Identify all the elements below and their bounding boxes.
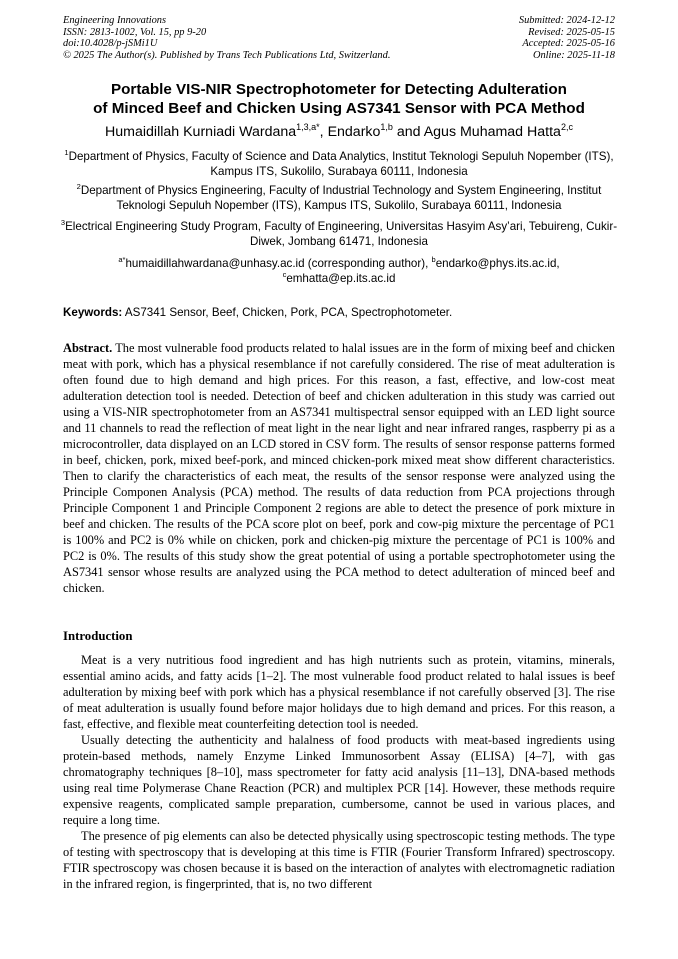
author-list xyxy=(40,124,638,141)
affiliation-3 xyxy=(55,219,623,250)
body-paragraph: Usually detecting the authenticity and halalness of food products with meat-based ingredients using protein-based methods, namely Enzyme Linked Immunosorbent Assay (ELISA) [4–7], with gas chromatography techniques [8–10], mass spectrometer for fatty acid analysis [11–13], DNA-based methods using real time Polymerase Chane Reaction (PCR) and multiplex PCR [14]. However, these methods require expensive reagents, complicated sample preparation, cumbersome, cannot be used in various places, and require a long time. xyxy=(63,733,615,827)
journal-issn: ISSN: 2813-1002, Vol. 15, pp 9-20 xyxy=(63,26,207,38)
author-separator: and xyxy=(392,124,424,140)
introduction-body xyxy=(63,652,615,892)
affil-text: Department of Physics Engineering, Faculty of Industrial Technology and System Engineering, Institut Teknologi Sepuluh Nopember (ITS), Kampus ITS, Sukolilo, Surabaya 60111, Indonesia xyxy=(80,184,602,213)
email-mark: c xyxy=(282,270,287,280)
body-paragraph: Meat is a very nutritious food ingredient and has high nutrients such as protein, vitamins, minerals, essential amino acids, and fatty acids [1–2]. The most vulnerable food product related to halal issues is beef adulteration by mixing beef with pork which has a physical resemblance if not carefully observed [3]. The rise of meat adulteration is usually found before major holidays due to high demand and prices. For this reason, a fast, effective, and flexible meat counterfeiting detection tool is needed. xyxy=(63,653,615,731)
affiliation-2 xyxy=(55,183,623,214)
author-separator: , xyxy=(319,124,328,140)
affil-text: Electrical Engineering Study Program, Faculty of Engineering, Universitas Hasyim Asy’ari, Tebuireng, Cukir-Diwek, Jombang 61471, Indonesia xyxy=(65,220,618,249)
email-link[interactable]: endarko@phys.its.ac.id, xyxy=(435,257,560,270)
email-mark: b xyxy=(431,255,436,264)
date-accepted: Accepted: 2025-05-16 xyxy=(522,38,615,50)
keywords-label: Keywords: xyxy=(63,306,123,319)
affil-mark: 2 xyxy=(76,182,81,191)
section-heading-introduction: Introduction xyxy=(63,629,133,643)
abstract-label: Abstract. xyxy=(63,341,113,355)
date-revised: Revised: 2025-05-15 xyxy=(528,26,615,38)
keywords-text: AS7341 Sensor, Beef, Chicken, Pork, PCA, Spectrophotometer. xyxy=(122,306,453,319)
author-name: Humaidillah Kurniadi Wardana xyxy=(105,124,297,140)
journal-doi: doi:10.4028/p-jSMi1U xyxy=(63,38,158,50)
author-name: Endarko xyxy=(327,124,381,140)
author-emails xyxy=(55,256,623,287)
paper-title-line-1: Portable VIS-NIR Spectrophotometer for Detecting Adulteration xyxy=(111,81,567,98)
date-online: Online: 2025-11-18 xyxy=(532,49,615,61)
abstract xyxy=(63,340,615,596)
date-submitted: Submitted: 2024-12-12 xyxy=(518,15,615,26)
journal-header-right xyxy=(519,15,615,61)
paper-title-line-2: of Minced Beef and Chicken Using AS7341 Sensor with PCA Method xyxy=(93,100,585,117)
email-link[interactable]: emhatta@ep.its.ac.id xyxy=(286,272,396,286)
affil-text: Department of Physics, Faculty of Science and Data Analytics, Institut Teknologi Sepuluh Nopember (ITS), Kampus ITS, Sukolilo, Surabaya 60111, Indonesia xyxy=(68,150,614,179)
author-affil-mark: 1,3,a* xyxy=(296,122,320,132)
author-affil-mark: 2,c xyxy=(560,122,573,132)
paper-title xyxy=(40,80,638,118)
author-name: Agus Muhamad Hatta xyxy=(423,124,561,140)
email-mark: a* xyxy=(118,255,126,264)
affiliation-1 xyxy=(55,149,623,180)
abstract-text: The most vulnerable food products related to halal issues are in the form of mixing beef and chicken meat with pork, which has a physical resemblance if not carefully considered. The rise of meat adulteration is often found due to high demand and high prices. For this reason, a fast, effective, and low-cost meat adulteration detection tool is needed. Detection of beef and chicken adulteration in this study was carried out using a VIS-NIR spectrophotometer from an AS7341 multispectral sensor equipped with an LED light source and 11 channels to read the reflection of meat light in the near light and near infrared ranges, raspberry pi as a microcontroller, data displayed on an LCD stored in CSV form. The results of sensor response patterns formed in beef, chicken, pork, mixed beef-pork, and minced chicken-pork mixed meat show different characteristics. Then to clarify the characteristics of each meat, the results of the sensor response were analyzed using the Principle Componen Analysis (PCA) method. The results of data reduction from PCA projections through Principle Component 1 and Principle Component 2 regions are able to detect the presence of pork mixture in beef and chicken. The results of the PCA score plot on beef, pork and cow-pig mixture the percentage of PC1 is 100% and PC2 is 0% while on chicken, pork and chicken-pig mixture the percentage of PC1 is 100% and PC2 is 0%. The results of this study show the great potential of using a portable spectrophotometer using the AS7341 sensor whose results are analyzed using the PCA method to detect adulteration of minced beef and chicken. xyxy=(63,341,615,595)
author-affil-mark: 1,b xyxy=(380,122,393,132)
body-paragraph: The presence of pig elements can also be detected physically using spectroscopic testing methods. The type of testing with spectroscopy that is developing at this time is FTIR (Fourier Transform Infrared) spectroscopy. FTIR spectroscopy was chosen because it is based on the interaction of analytes with electromagnetic radiation in the infrared region, is fingerprinted, that is, no two different xyxy=(63,829,615,891)
journal-name: Engineering Innovations xyxy=(63,15,167,26)
affil-mark: 1 xyxy=(64,148,69,157)
keywords xyxy=(63,305,615,320)
email-link[interactable]: humaidillahwardana@unhasy.ac.id (corresponding author), xyxy=(125,257,432,270)
journal-header-left xyxy=(63,15,390,61)
affil-mark: 3 xyxy=(60,218,66,227)
journal-copyright: © 2025 The Author(s). Published by Trans Tech Publications Ltd, Switzerland. xyxy=(63,49,391,61)
